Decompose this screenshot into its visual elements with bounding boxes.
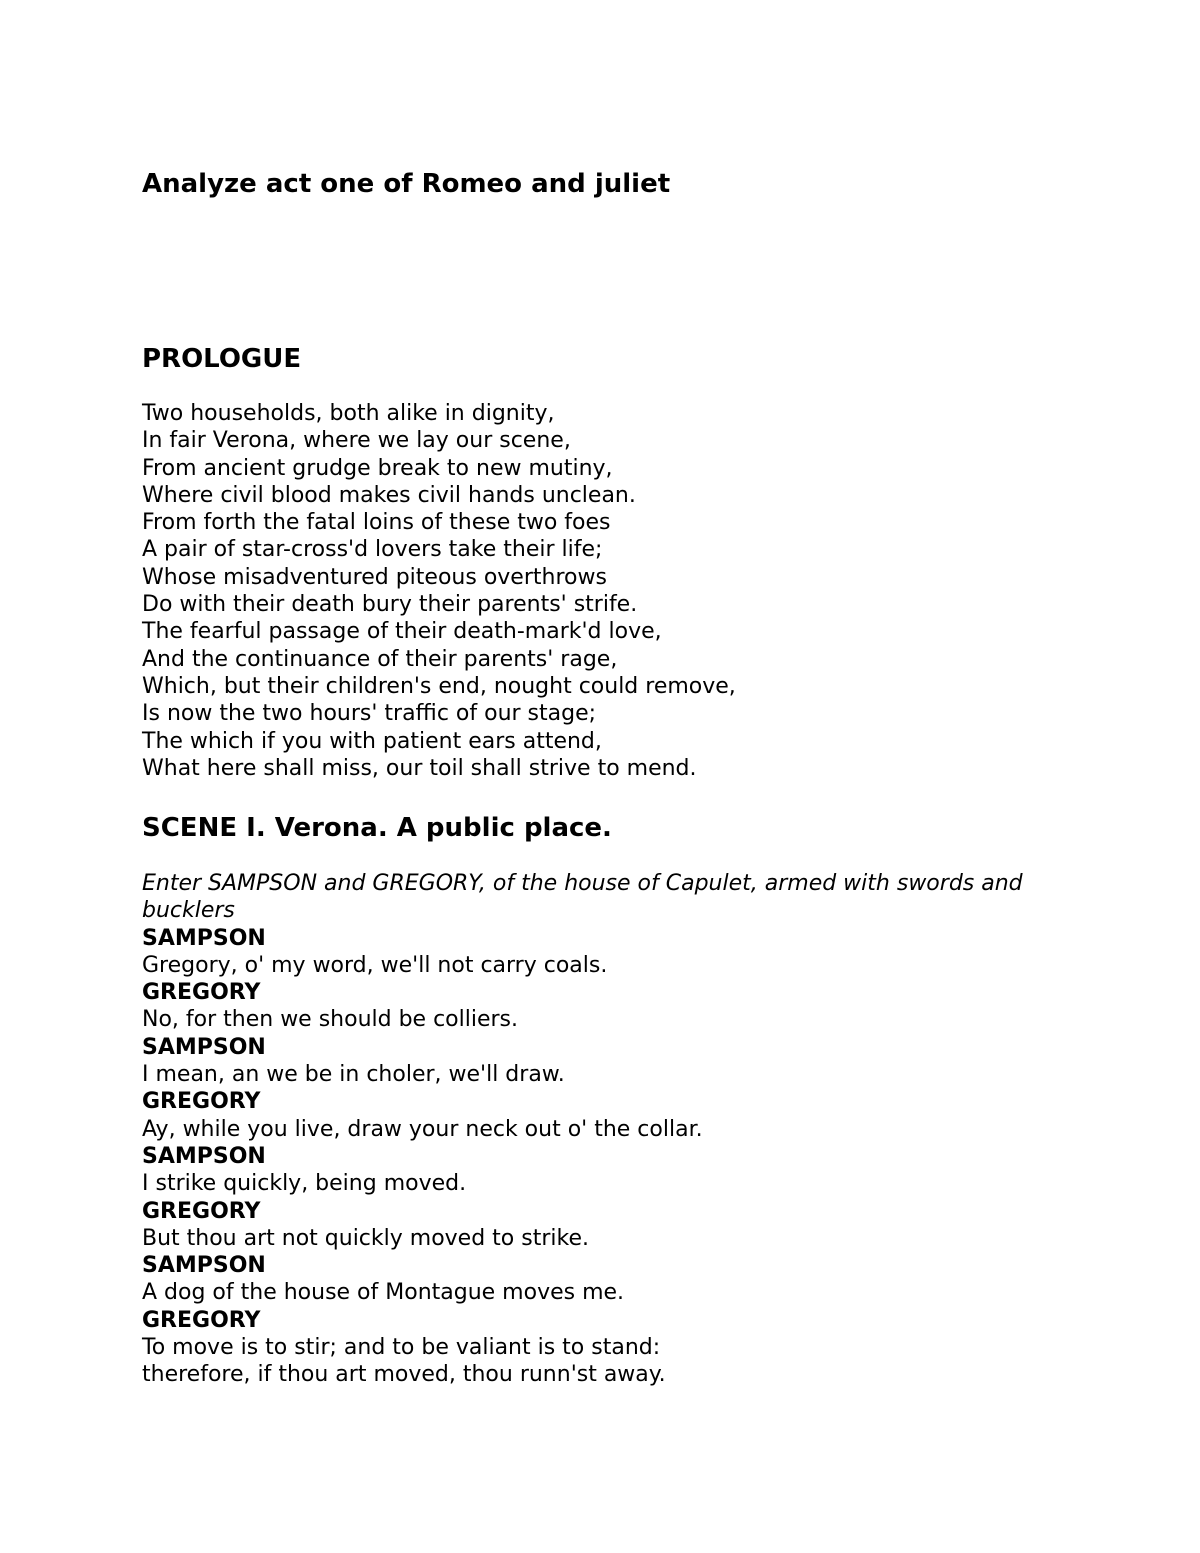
document-title: Analyze act one of Romeo and juliet — [142, 169, 671, 199]
scene-dialogue — [142, 870, 1042, 1389]
prologue-line: Whose misadventured piteous overthrows — [142, 564, 607, 590]
prologue-line: Do with their death bury their parents' strife. — [142, 592, 638, 618]
dialogue-line: I mean, an we be in choler, we'll draw. — [142, 1062, 565, 1088]
prologue-line: Where civil blood makes civil hands unclean. — [142, 482, 636, 508]
dialogue-line: To move is to stir; and to be valiant is to stand: — [142, 1335, 661, 1361]
prologue-line: A pair of star-cross'd lovers take their life; — [142, 537, 603, 563]
dialogue-line: Gregory, o' my word, we'll not carry coals. — [142, 952, 608, 978]
prologue-line: The fearful passage of their death-mark'd love, — [142, 619, 662, 645]
dialogue-line: therefore, if thou art moved, thou runn'st away. — [142, 1362, 666, 1388]
prologue-line: Is now the two hours' traffic of our stage; — [142, 701, 597, 727]
dialogue-line: But thou art not quickly moved to strike. — [142, 1225, 589, 1251]
dialogue-line: No, for then we should be colliers. — [142, 1007, 519, 1033]
prologue-line: Which, but their children's end, nought could remove, — [142, 673, 736, 699]
prologue-line: In fair Verona, where we lay our scene, — [142, 428, 571, 454]
speaker-name: GREGORY — [142, 1307, 261, 1333]
prologue-line: From ancient grudge break to new mutiny, — [142, 455, 613, 481]
speaker-name: SAMPSON — [142, 1034, 266, 1060]
prologue-text — [142, 400, 736, 782]
prologue-line: Two households, both alike in dignity, — [142, 401, 555, 426]
speaker-name: SAMPSON — [142, 1253, 266, 1279]
prologue-line: The which if you with patient ears attend, — [142, 728, 602, 754]
dialogue-line: A dog of the house of Montague moves me. — [142, 1280, 625, 1306]
speaker-name: GREGORY — [142, 1198, 261, 1224]
dialogue-line: Ay, while you live, draw your neck out o' the collar. — [142, 1116, 703, 1142]
prologue-line: From forth the fatal loins of these two foes — [142, 510, 611, 536]
prologue-line: And the continuance of their parents' rage, — [142, 646, 618, 672]
prologue-heading: PROLOGUE — [142, 344, 302, 374]
speaker-name: GREGORY — [142, 1089, 261, 1115]
prologue-line: What here shall miss, our toil shall strive to mend. — [142, 755, 697, 781]
dialogue-line: I strike quickly, being moved. — [142, 1171, 467, 1197]
scene-heading: SCENE I. Verona. A public place. — [142, 813, 612, 843]
speaker-name: SAMPSON — [142, 1143, 266, 1169]
speaker-name: SAMPSON — [142, 925, 266, 951]
stage-direction: Enter SAMPSON and GREGORY, of the house of Capulet, armed with swords and bucklers — [142, 871, 1023, 924]
speaker-name: GREGORY — [142, 980, 261, 1006]
